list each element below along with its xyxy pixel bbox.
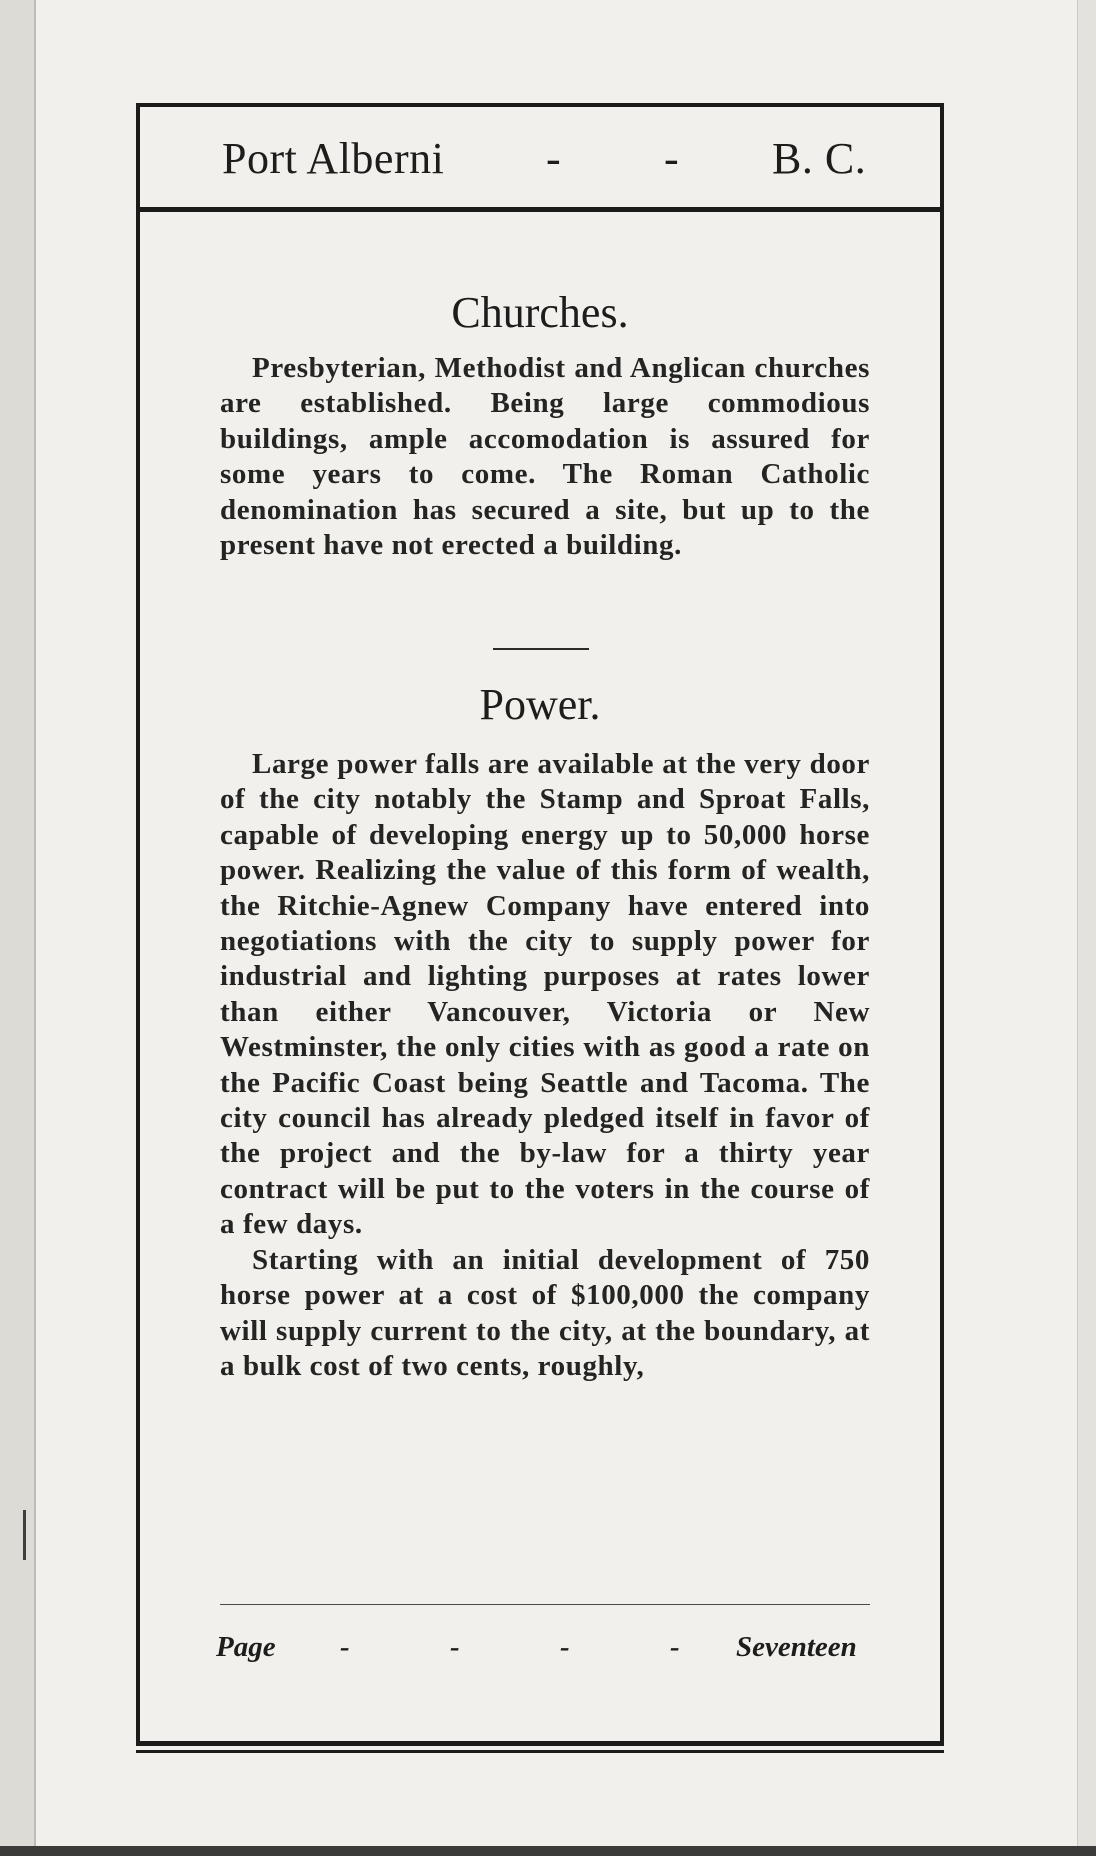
running-header [140, 107, 940, 212]
churches-body [220, 351, 870, 563]
page-border-frame [136, 103, 944, 1746]
footer-dash: - [450, 1631, 460, 1663]
churches-heading: Churches. [451, 288, 629, 337]
power-body [220, 747, 870, 1384]
footer-page-number: Seventeen [736, 1631, 857, 1663]
footer-dash: - [340, 1631, 350, 1663]
page-right-edge [1077, 0, 1096, 1856]
power-paragraph-1: Large power falls are available at the very door of the city notably the Stamp and Sproat Falls, capable of developing energy up to 50,000 horse power. Realizing the value of this form of wealth, the Ritchie-Agnew Company have entered into negotiations with the city to supply power for industrial and lighting purposes at rates lower than either Vancouver, Victoria or New Westminster, the only cities with as good a rate on the Pacific Coast being Seattle and Tacoma. The city council has already pledged itself in favor of the project and the by-law for a thirty year contract will be put to the voters in the course of a few days. [220, 748, 870, 1241]
footer-page-label: Page [216, 1631, 276, 1663]
header-dash: - [546, 134, 562, 183]
footer-dash: - [560, 1631, 570, 1663]
page-bottom-edge [0, 1846, 1096, 1856]
power-heading: Power. [479, 680, 601, 729]
scan-mark [23, 1510, 26, 1560]
header-region: B. C. [772, 134, 867, 183]
power-paragraph-2: Starting with an initial development of 750 horse power at a cost of $100,000 the company will supply current to the city, at the boundary, at a bulk cost of two cents, roughly, [220, 1243, 870, 1382]
footer-dash: - [670, 1631, 680, 1663]
section-divider [493, 648, 589, 650]
page-left-edge [0, 0, 36, 1856]
header-title: Port Alberni [222, 134, 445, 183]
header-dash: - [664, 134, 680, 183]
churches-paragraph: Presbyterian, Methodist and Anglican churches are established. Being large commodious buildings, ample accomodation is assured for some years to come. The Roman Catholic denomination has secured a site, but up to the present have not erected a building. [220, 352, 870, 562]
footer-rule [220, 1604, 870, 1605]
